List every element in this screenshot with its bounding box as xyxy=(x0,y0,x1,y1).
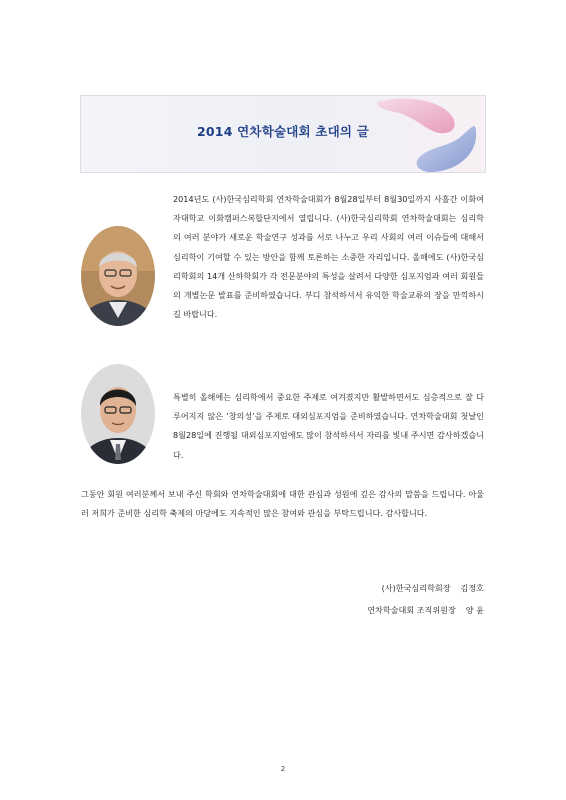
signature-chair-title: 연차학술대회 조직위원장 xyxy=(367,605,456,615)
signature-president-name: 김정호 xyxy=(460,583,484,593)
signature-chair-name: 양 윤 xyxy=(465,605,484,615)
signature-president xyxy=(382,583,484,594)
greeting-paragraph-3: 그동안 회원 여러분께서 보내 주신 학회와 연차학술대회에 대한 관심과 성원에 깊은 감사의 말씀을 드립니다. 아울러 저희가 준비한 심리학 축제의 마당에도 지속적인 많은 참여와 관심을 부탁드립니다. 감사합니다. xyxy=(81,489,484,519)
page-number: 2 xyxy=(280,765,286,773)
page-title: 2014 연차학술대회 초대의 글 xyxy=(197,124,369,139)
header-banner xyxy=(80,95,486,173)
signature-committee-chair xyxy=(367,605,484,616)
portrait-2-image xyxy=(81,364,155,464)
portrait-photo-2 xyxy=(81,364,155,464)
portrait-1-image xyxy=(81,226,155,326)
signature-president-title: (사)한국심리학회장 xyxy=(381,583,451,593)
greeting-paragraph-2: 특별히 올해에는 심리학에서 중요한 주제로 여겨졌지만 활발하면서도 심층적으로 잘 다루어지지 않은 ‘창의성’을 주제로 대외심포지엄을 준비하였습니다. 연차학술대회 첫날인 8월28일에 진행될 대외심포지엄에도 많이 참석하셔서 자리를 빛내 주시면 감사하겠습니다. xyxy=(173,392,484,460)
portrait-photo-1 xyxy=(81,226,155,326)
greeting-paragraph-1: 2014년도 (사)한국심리학회 연차학술대회가 8월28일부터 8월30일까지 사흘간 이화여자대학교 이화캠퍼스복합단지에서 열립니다. (사)한국심리학회 연차학술대회는 심리학의 여러 분야가 새로운 학술연구 성과를 서로 나누고 우리 사회의 여러 이슈들에 대해서 심리학이 기여할 수 있는 방안을 함께 토론하는 소중한 자리입니다. 올해에도 (사)한국심리학회의 14개 산하학회가 각 전문분야의 특성을 살려서 다양한 심포지엄과 여러 회원들의 개별논문 발표를 준비하였습니다. 부디 참석하셔서 유익한 학술교류의 장을 만끽하시길 바랍니다. xyxy=(173,194,484,320)
